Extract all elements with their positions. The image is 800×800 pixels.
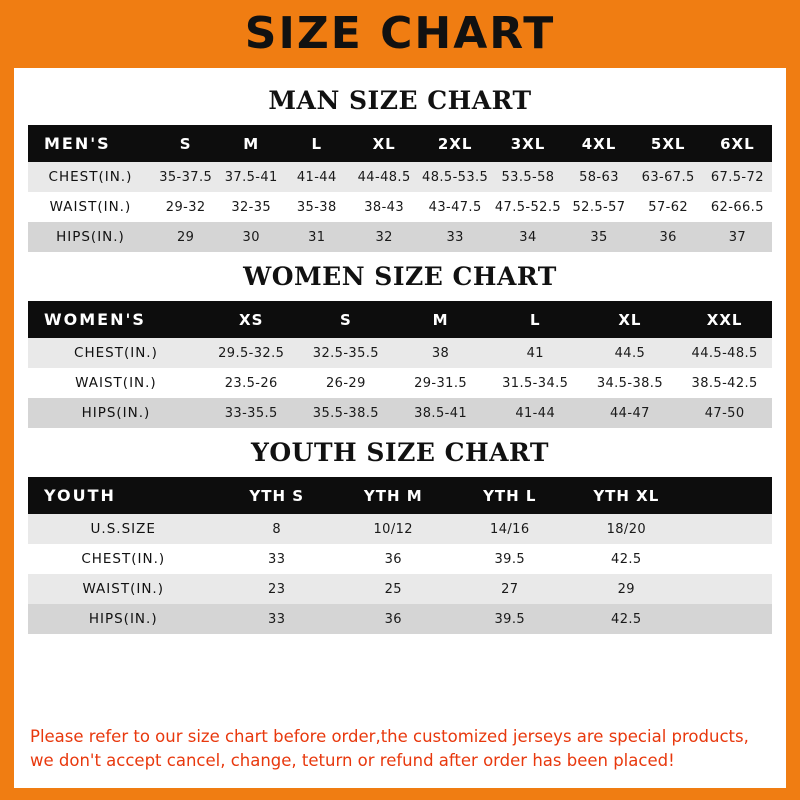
table-row (28, 574, 772, 604)
table-header-cell: YOUTH (44, 486, 116, 505)
table-header-cell: 5XL (650, 134, 686, 153)
table-header-cell: M (432, 310, 449, 329)
section-women (28, 262, 772, 428)
table-row (28, 162, 772, 192)
table-cell: 34.5-38.5 (583, 368, 678, 398)
table-cell: 44-47 (583, 398, 678, 428)
table-cell: 8 (218, 514, 335, 544)
footer-line-2: we don't accept cancel, change, teturn or refund after order has been placed! (30, 751, 675, 771)
table-cell: 36 (335, 604, 452, 634)
table-cell: 39.5 (452, 544, 569, 574)
table-header-cell: WOMEN'S (44, 310, 146, 329)
row-label: WAIST(IN.) (28, 368, 204, 398)
table-header-cell: 6XL (720, 134, 755, 153)
table-cell: 37.5-41 (218, 162, 284, 192)
table-header-cell: M (243, 134, 260, 153)
table-cell: 27 (452, 574, 569, 604)
row-label: HIPS(IN.) (28, 604, 218, 634)
table-header-row (28, 301, 772, 338)
table-row (28, 544, 772, 574)
table-youth (28, 477, 772, 634)
table-header-cell: S (339, 310, 352, 329)
section-title-man: MAN SIZE CHART (268, 86, 532, 115)
table-cell: 35.5-38.5 (299, 398, 394, 428)
table-cell: 33 (218, 604, 335, 634)
table-header-cell: YTH L (483, 486, 537, 505)
table-cell: 38.5-41 (393, 398, 488, 428)
table-cell: 33-35.5 (204, 398, 299, 428)
table-man (28, 125, 772, 252)
table-row (28, 368, 772, 398)
table-header-cell: XXL (706, 310, 743, 329)
table-header-cell: 2XL (437, 134, 473, 153)
table-header-cell: MEN'S (44, 134, 111, 153)
table-cell: 23 (218, 574, 335, 604)
table-cell: 47.5-52.5 (492, 192, 565, 222)
section-youth (28, 438, 772, 634)
table-cell: 47-50 (677, 398, 772, 428)
table-header-row (28, 477, 772, 514)
table-cell: 35 (564, 222, 633, 252)
table-cell: 29 (568, 574, 685, 604)
table-cell: 57-62 (634, 192, 703, 222)
table-cell: 34 (492, 222, 565, 252)
table-cell: 42.5 (568, 604, 685, 634)
table-header-cell: 4XL (581, 134, 617, 153)
table-row (28, 192, 772, 222)
table-cell: 41-44 (284, 162, 350, 192)
section-man (28, 86, 772, 252)
table-cell: 29-32 (153, 192, 219, 222)
table-cell: 58-63 (564, 162, 633, 192)
table-header-cell: L (529, 310, 541, 329)
table-cell: 26-29 (299, 368, 394, 398)
table-header-cell: L (311, 134, 323, 153)
table-cell: 31.5-34.5 (488, 368, 583, 398)
row-label: CHEST(IN.) (28, 544, 218, 574)
table-cell: 29.5-32.5 (204, 338, 299, 368)
table-header-cell: XL (372, 134, 396, 153)
table-women (28, 301, 772, 428)
table-header-cell: YTH XL (593, 486, 660, 505)
table-cell: 62-66.5 (703, 192, 772, 222)
table-header-row (28, 125, 772, 162)
table-cell: 31 (284, 222, 350, 252)
section-title-women: WOMEN SIZE CHART (243, 262, 557, 291)
table-cell: 36 (634, 222, 703, 252)
table-cell: 25 (335, 574, 452, 604)
row-label: U.S.SIZE (28, 514, 218, 544)
table-header-cell: YTH M (363, 486, 423, 505)
table-cell: 23.5-26 (204, 368, 299, 398)
table-cell: 38 (393, 338, 488, 368)
table-header-cell: YTH S (249, 486, 305, 505)
table-cell: 29 (153, 222, 219, 252)
banner (0, 0, 800, 68)
table-header-cell-spacer (685, 477, 772, 514)
table-header-cell: XS (239, 310, 264, 329)
table-header-cell: 3XL (510, 134, 546, 153)
section-title-youth: YOUTH SIZE CHART (251, 438, 549, 467)
table-cell: 33 (218, 544, 335, 574)
table-cell: 18/20 (568, 514, 685, 544)
table-cell: 14/16 (452, 514, 569, 544)
table-cell: 53.5-58 (492, 162, 565, 192)
table-header-cell: XL (618, 310, 642, 329)
table-cell: 33 (419, 222, 492, 252)
row-label: CHEST(IN.) (28, 338, 204, 368)
table-cell: 29-31.5 (393, 368, 488, 398)
table-cell: 44.5 (583, 338, 678, 368)
page-title: SIZE CHART (244, 8, 556, 59)
table-row (28, 514, 772, 544)
table-cell: 63-67.5 (634, 162, 703, 192)
table-cell: 44.5-48.5 (677, 338, 772, 368)
table-cell: 36 (335, 544, 452, 574)
table-cell: 10/12 (335, 514, 452, 544)
table-cell: 32.5-35.5 (299, 338, 394, 368)
table-cell: 41-44 (488, 398, 583, 428)
table-row (28, 222, 772, 252)
table-cell: 37 (703, 222, 772, 252)
table-row (28, 338, 772, 368)
table-cell-spacer (685, 514, 772, 544)
table-cell: 52.5-57 (564, 192, 633, 222)
bottom-accent-bar (0, 788, 800, 800)
table-cell: 43-47.5 (419, 192, 492, 222)
table-cell: 35-38 (284, 192, 350, 222)
row-label: WAIST(IN.) (28, 192, 153, 222)
table-cell: 44-48.5 (350, 162, 419, 192)
table-row (28, 604, 772, 634)
row-label: HIPS(IN.) (28, 398, 204, 428)
row-label: WAIST(IN.) (28, 574, 218, 604)
table-cell: 42.5 (568, 544, 685, 574)
table-cell: 38-43 (350, 192, 419, 222)
table-cell: 30 (218, 222, 284, 252)
table-cell: 32 (350, 222, 419, 252)
footer-line-1: Please refer to our size chart before order,the customized jerseys are special products, (30, 726, 749, 746)
footer-note (14, 715, 786, 789)
table-cell: 35-37.5 (153, 162, 219, 192)
table-cell: 41 (488, 338, 583, 368)
table-cell-spacer (685, 604, 772, 634)
table-cell: 39.5 (452, 604, 569, 634)
row-label: CHEST(IN.) (28, 162, 153, 192)
table-cell-spacer (685, 544, 772, 574)
table-cell-spacer (685, 574, 772, 604)
table-cell: 67.5-72 (703, 162, 772, 192)
content (14, 68, 786, 715)
table-row (28, 398, 772, 428)
table-cell: 48.5-53.5 (419, 162, 492, 192)
table-cell: 32-35 (218, 192, 284, 222)
row-label: HIPS(IN.) (28, 222, 153, 252)
table-cell: 38.5-42.5 (677, 368, 772, 398)
table-header-cell: S (179, 134, 192, 153)
